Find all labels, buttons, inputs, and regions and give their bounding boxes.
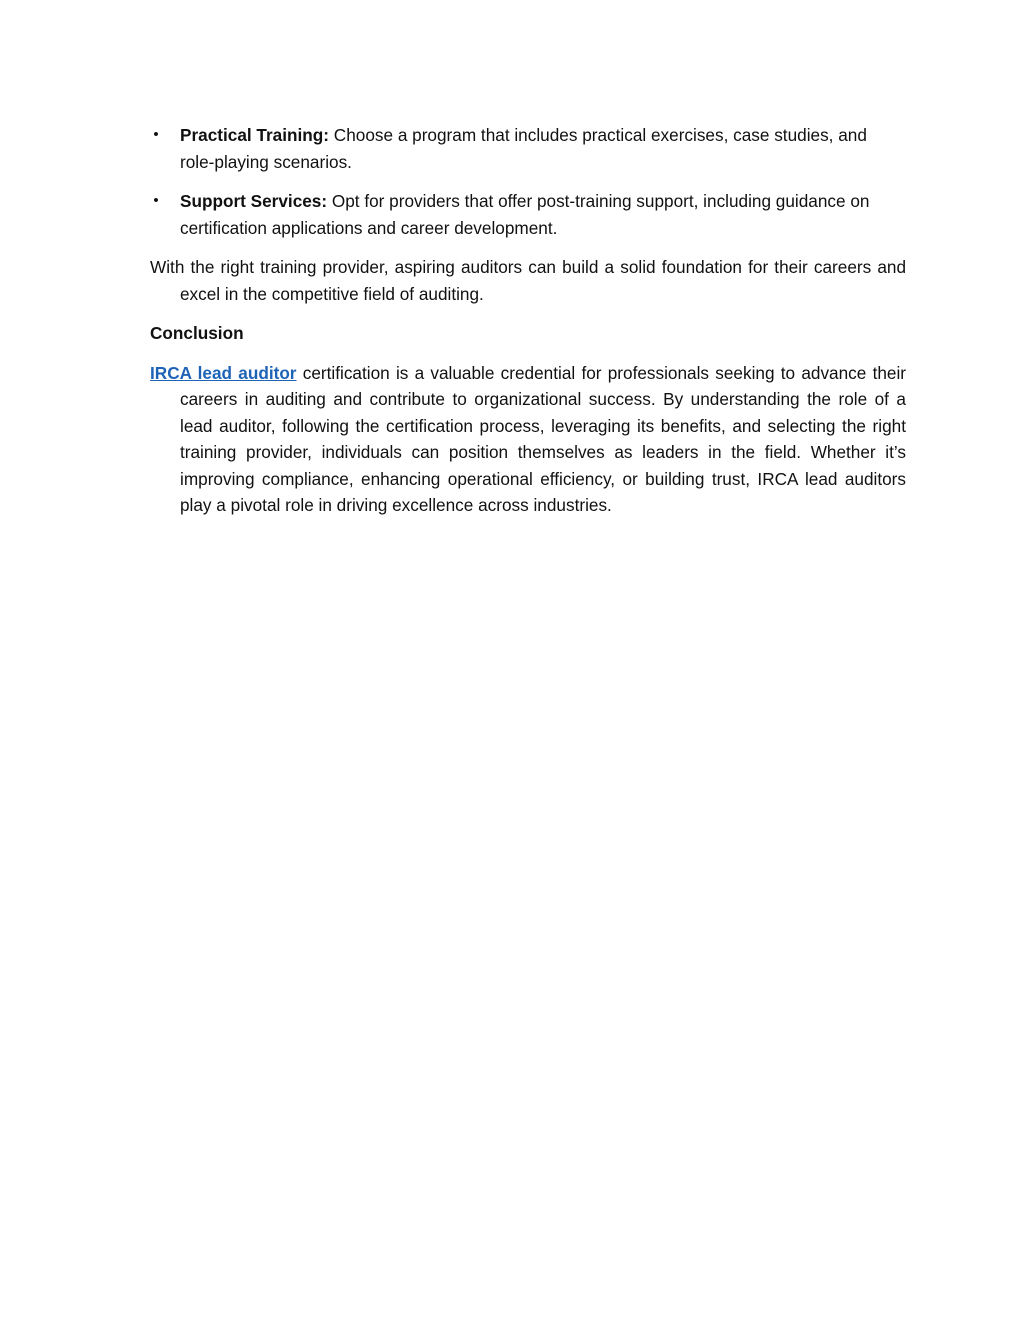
bullet-list xyxy=(150,122,906,241)
bullet-icon: • xyxy=(153,192,159,209)
bullet-item-support-services xyxy=(150,188,906,241)
document-page xyxy=(150,122,906,532)
summary-paragraph: With the right training provider, aspiring auditors can build a solid foundation for their careers and excel in the competitive field of auditing. xyxy=(150,257,906,304)
bullet-text: Choose a program that includes practical exercises, case studies, and role-playing scenarios. xyxy=(180,125,867,172)
bullet-text: Opt for providers that offer post-training support, including guidance on certification applications and career development. xyxy=(180,191,870,238)
bullet-term: Practical Training: xyxy=(180,125,330,145)
irca-lead-auditor-link[interactable]: IRCA lead auditor xyxy=(150,362,297,383)
conclusion-paragraph xyxy=(150,360,906,519)
bullet-term: Support Services: xyxy=(180,191,328,211)
conclusion-heading: Conclusion xyxy=(150,323,244,343)
conclusion-body: certification is a valuable credential for professionals seeking to advance their careers in auditing and contribute to organizational success. By understanding the role of a lead auditor, following the certification process, leveraging its benefits, and selecting the right training provider, individuals can position themselves as leaders in the field. Whether it’s improving compliance, enhancing operational efficiency, or building trust, IRCA lead auditors play a pivotal role in driving excellence across industries. xyxy=(180,362,906,515)
bullet-item-practical-training xyxy=(150,122,906,175)
bullet-icon: • xyxy=(153,126,159,143)
